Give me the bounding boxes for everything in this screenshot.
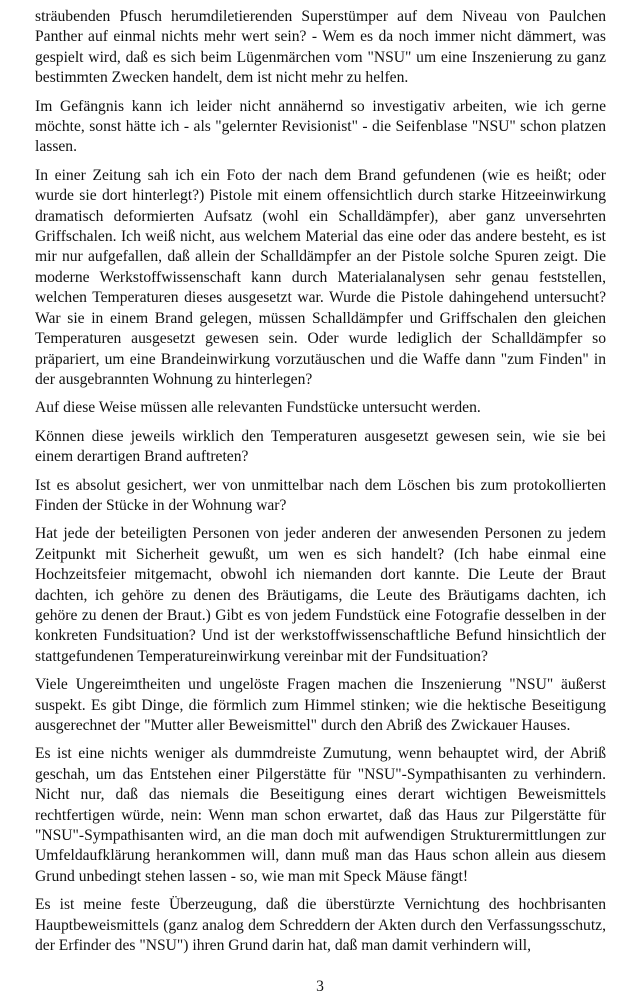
paragraph-10: Es ist meine feste Überzeugung, daß die überstürzte Vernichtung des hochbrisanten Hauptbeweismittels (ganz analog dem Schreddern der Akten durch den Verfassungsschutz, der Erfinder des "NSU") ihren Grund darin hat, daß man damit verhindern will,: [35, 896, 606, 955]
paragraph-2: Im Gefängnis kann ich leider nicht annähernd so investigativ arbeiten, wie ich gerne möchte, sonst hätte ich - als "gelernter Revisionist" - die Seifenblase "NSU" schon platzen lassen.: [35, 97, 606, 156]
paragraph-3: In einer Zeitung sah ich ein Foto der nach dem Brand gefundenen (wie es heißt; oder wurde sie dort hinterlegt?) Pistole mit einem offensichtlich durch starke Hitzeeinwirkung dramatisch deformierten Aufsatz (wohl ein Schalldämpfer), aber ganz unversehrten Griffschalen. Ich weiß nicht, aus welchem Material das eine oder das andere besteht, es ist mir nur aufgefallen, daß allein der Schalldämpfer an der Pistole solche Spuren zeigt. Die moderne Werkstoffwissenschaft kann durch Materialanalysen sehr genau feststellen, welchen Temperaturen dieses ausgesetzt war. Wurde die Pistole dahingehend untersucht? War sie in einem Brand gelegen, müssen Schalldämpfer und Griffschalen den gleichen Temperaturen ausgesetzt gewesen sein. Oder wurde lediglich der Schalldämpfer so präpariert, um eine Brandeinwirkung vorzutäuschen und die Waffe dann "zum Finden" in der ausgebrannten Wohnung zu hinterlegen?: [35, 166, 606, 388]
paragraph-6: Ist es absolut gesichert, wer von unmittelbar nach dem Löschen bis zum protokollierten Finden der Stücke in der Wohnung war?: [35, 476, 606, 514]
paragraph-5: Können diese jeweils wirklich den Temperaturen ausgesetzt gewesen sein, wie sie bei einem derartigen Brand auftreten?: [35, 427, 606, 466]
paragraph-4: Auf diese Weise müssen alle relevanten Fundstücke untersucht werden.: [35, 399, 481, 417]
paragraph-1: sträubenden Pfusch herumdiletierenden Superstümper auf dem Niveau von Paulchen Panther auf einmal nichts mehr wert sein? - Wem es da noch immer nicht dämmert, was gespielt wird, daß es sich beim Lügenmärchen vom "NSU" um eine Inszenierung zu ganz bestimmten Zwecken handelt, dem ist nicht mehr zu helfen.: [35, 8, 606, 87]
paragraph-8: Viele Ungereimtheiten und ungelöste Fragen machen die Inszenierung "NSU" äußerst suspekt. Es gibt Dinge, die förmlich zum Himmel stinken; wie die hektische Beseitigung ausgerechnet der "Mutter aller Beweismittel" durch den Abriß des Zwickauer Hauses.: [35, 676, 606, 734]
page-number: 3: [316, 978, 324, 995]
document-body: [35, 7, 606, 964]
paragraph-9: Es ist eine nichts weniger als dummdreiste Zumutung, wenn behauptet wird, der Abriß geschah, um das Entstehen einer Pilgerstätte für "NSU"-Sympathisanten zu verhindern. Nicht nur, daß das niemals die Beseitigung eines derart wichtigen Beweismittels rechtfertigen würde, nein: Wenn man schon erwartet, daß das Haus zur Pilgerstätte für "NSU"-Sympathisanten wird, an die man doch mit aufwendigen Strukturermittlungen zur Umfeldaufklärung herankommen will, dann muß man das Haus schon allein aus diesem Grund unbedingt stehen lassen - so, wie man mit Speck Mäuse fängt!: [35, 745, 606, 885]
paragraph-7: Hat jede der beteiligten Personen von jeder anderen der anwesenden Personen zu jedem Zeitpunkt mit Sicherheit gewußt, um wen es sich handelt? (Ich habe einmal eine Hochzeitsfeier mitgemacht, obwohl ich niemanden dort kannte. Die Leute der Braut dachten, ich gehöre zu denen des Bräutigams, die Leute des Bräutigams dachten, ich gehöre zu denen der Braut.) Gibt es von jedem Fundstück eine Fotografie desselben in der konkreten Fundsituation? Und ist der werkstoffwissenschaftliche Befund hinsichtlich der stattgefundenen Temperatureinwirkung vereinbar mit der Fundsituation?: [35, 525, 606, 665]
